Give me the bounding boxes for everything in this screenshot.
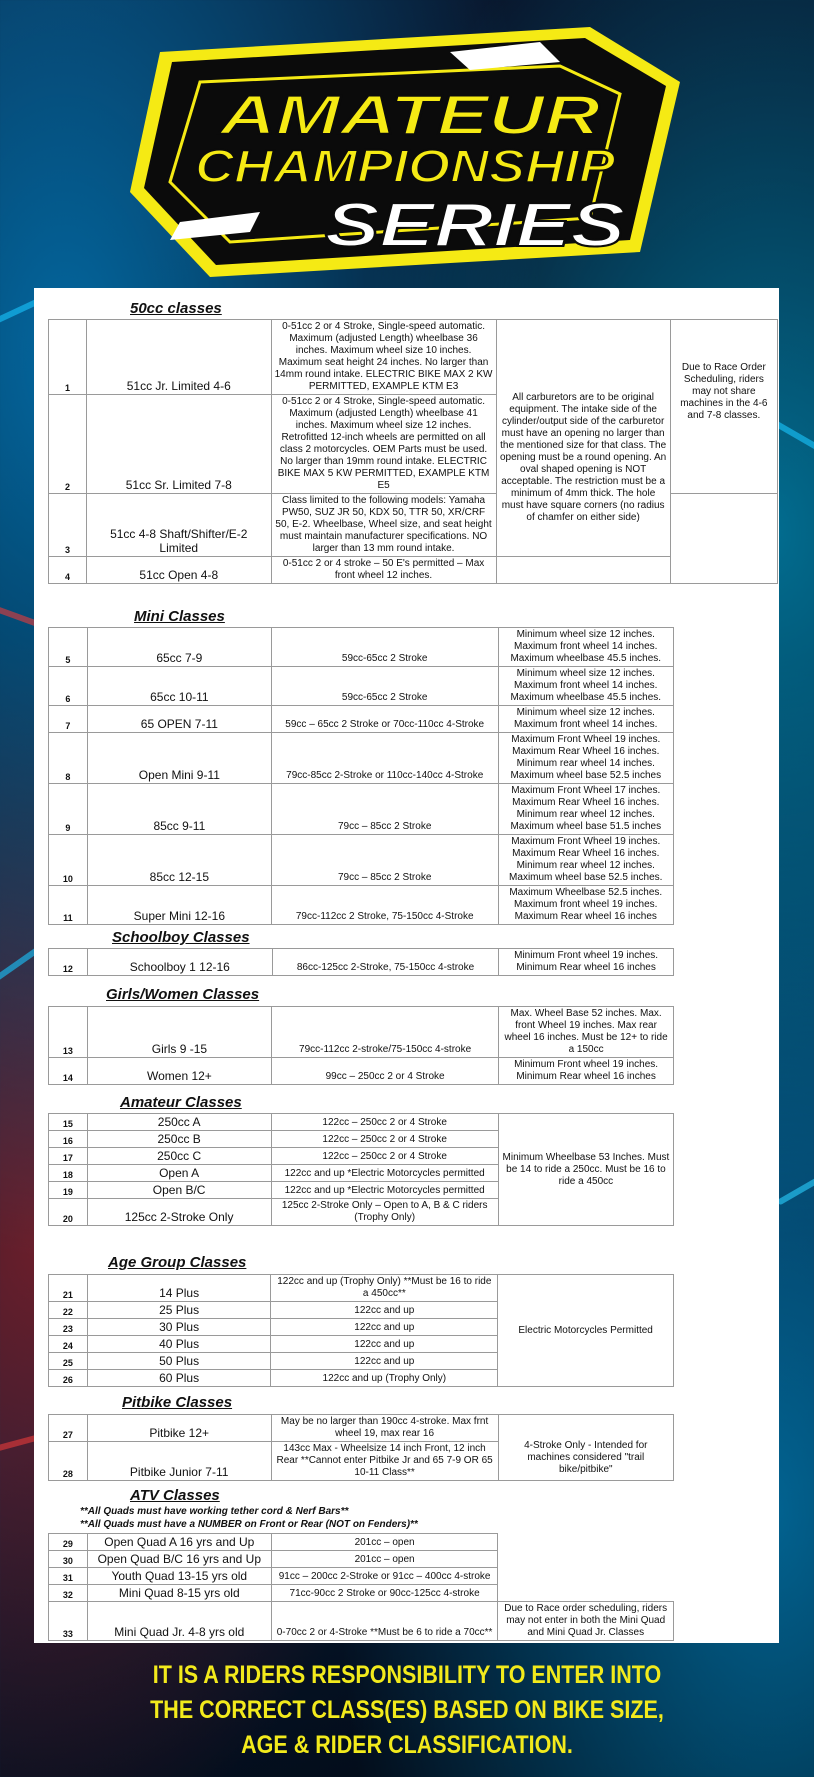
class-note: Minimum wheel size 12 inches. Maximum front wheel 14 inches. Maximum wheelbase 45.5 inches. [498,628,673,667]
class-number: 15 [49,1114,88,1131]
table-mini [48,627,674,925]
amateur-shared-note: Minimum Wheelbase 53 Inches. Must be 14 to ride a 250cc. Must be 16 to ride a 450cc [498,1114,673,1226]
table-row [49,557,778,584]
class-spec: 59cc-65cc 2 Stroke [271,667,498,706]
class-spec: 79cc – 85cc 2 Stroke [271,784,498,835]
class-number: 31 [49,1568,88,1585]
class-name: 65 OPEN 7-11 [87,706,271,733]
class-number: 10 [49,835,88,886]
class-number: 29 [49,1534,88,1551]
class-number: 23 [49,1319,88,1336]
class-number: 24 [49,1336,88,1353]
class-spec: 122cc and up [271,1336,498,1353]
class-number: 25 [49,1353,88,1370]
section-title-girls: Girls/Women Classes [106,986,260,1003]
class-name: 40 Plus [87,1336,271,1353]
logo-line-1: AMATEUR [217,83,601,146]
atv-requirement-note: **All Quads must have a NUMBER on Front or Rear (NOT on Fenders)** [80,1519,418,1530]
class-number: 22 [49,1302,88,1319]
class-number: 1 [49,320,87,395]
class-name: 51cc Sr. Limited 7-8 [86,395,271,494]
class-name: 250cc B [87,1131,271,1148]
table-row [49,784,674,835]
table-row [49,706,674,733]
class-name: Pitbike Junior 7-11 [87,1442,271,1481]
class-name: Super Mini 12-16 [87,886,271,925]
logo-line-2: CHAMPIONSHIP [195,140,616,192]
class-spec: Class limited to the following models: Yamaha PW50, SUZ JR 50, KDX 50, TTR 50, XR/CRF 50, E-2. Wheelbase, Wheel size, and seat height must maintain manufacturer specifications. NO larger than 13 mm round intake. [271,494,496,557]
class-number: 30 [49,1551,88,1568]
class-name: Girls 9 -15 [87,1007,271,1058]
section-title-mini: Mini Classes [134,608,225,625]
class-spec: 79cc-85cc 2-Stroke or 110cc-140cc 4-Stroke [271,733,498,784]
class-name: 25 Plus [87,1302,271,1319]
class-name: Open Quad A 16 yrs and Up [87,1534,271,1551]
class-spec: 122cc and up [271,1319,498,1336]
class-number: 17 [49,1148,88,1165]
class-number: 19 [49,1182,88,1199]
table-row [49,1114,674,1131]
class-name: Women 12+ [87,1058,271,1085]
table-row [49,667,674,706]
class-name: 85cc 9-11 [87,784,271,835]
class-number: 32 [49,1585,88,1602]
class-name: Open A [87,1165,271,1182]
class-name: 51cc 4-8 Shaft/Shifter/E-2 Limited [86,494,271,557]
table-row [49,628,674,667]
class-spec: 79cc-112cc 2-stroke/75-150cc 4-stroke [272,1007,499,1058]
class-number: 11 [49,886,88,925]
table-pitbike [48,1414,674,1481]
class-sheet [34,288,779,1643]
logo-line-3: SERIES [325,191,625,260]
class-name: 65cc 7-9 [87,628,271,667]
class-name: 65cc 10-11 [87,667,271,706]
class-number: 21 [49,1275,88,1302]
class-number: 13 [49,1007,88,1058]
class-number: 14 [49,1058,88,1085]
table-row [49,1007,674,1058]
class-spec: 122cc and up (Trophy Only) **Must be 16 to ride a 450cc** [271,1275,498,1302]
atv-requirement-note: **All Quads must have working tether cord & Nerf Bars** [80,1506,349,1517]
table-row [49,1058,674,1085]
class-note: Maximum Front Wheel 19 inches. Maximum Rear Wheel 16 inches. Minimum rear wheel 12 inches. Maximum wheel base 52.5 inches. [498,835,673,886]
class-name: Mini Quad 8-15 yrs old [87,1585,271,1602]
section-title-pitbike: Pitbike Classes [122,1394,233,1411]
class-spec: 0-51cc 2 or 4 stroke – 50 E's permitted – Max front wheel 12 inches. [271,557,496,584]
class-number: 4 [49,557,87,584]
table-row [49,1602,674,1641]
section-title-age: Age Group Classes [108,1254,247,1271]
class-spec: 125cc 2-Stroke Only – Open to A, B & C riders (Trophy Only) [271,1199,498,1226]
class-spec: 122cc – 250cc 2 or 4 Stroke [271,1148,498,1165]
class-number: 8 [49,733,88,784]
class-spec: 143cc Max - Wheelsize 14 inch Front, 12 inch Rear **Cannot enter Pitbike Jr and 65 7-9 OR 65 10-11 Class** [271,1442,498,1481]
class-spec: 86cc-125cc 2-Stroke, 75-150cc 4-stroke [272,949,498,976]
class-spec: 201cc – open [271,1534,498,1551]
class-spec: 201cc – open [271,1551,498,1568]
class-note: Minimum wheel size 12 inches. Maximum front wheel 14 inches. [498,706,673,733]
class-name: Schoolboy 1 12-16 [87,949,272,976]
table-row [49,1275,674,1302]
class-name: Youth Quad 13-15 yrs old [87,1568,271,1585]
scheduling-note: Due to Race Order Scheduling, riders may not share machines in the 4-6 and 7-8 classes. [670,320,777,494]
class-name: Open B/C [87,1182,271,1199]
class-note: Maximum Front Wheel 17 inches. Maximum Rear Wheel 16 inches. Minimum rear wheel 12 inches. Maximum wheel base 51.5 inches [498,784,673,835]
class-name: 14 Plus [87,1275,271,1302]
class-spec: 0-51cc 2 or 4 Stroke, Single-speed automatic. Maximum (adjusted Length) wheelbase 36 inches. Maximum wheel size 10 inches. Maximum seat height 24 inches. No larger than 14mm round intake. ELECTRIC BIKE MAX 2 KW PERMITTED, EXAMPLE KTM E3 [271,320,496,395]
class-name: 125cc 2-Stroke Only [87,1199,271,1226]
table-row [49,1534,674,1551]
class-number: 33 [49,1602,88,1641]
table-50cc [48,319,778,584]
class-name: 250cc A [87,1114,271,1131]
class-number: 16 [49,1131,88,1148]
class-spec: 59cc – 65cc 2 Stroke or 70cc-110cc 4-Stroke [271,706,498,733]
table-amateur [48,1113,674,1226]
section-title-schoolboy: Schoolboy Classes [112,929,250,946]
table-schoolboy [48,948,674,976]
class-spec: 122cc – 250cc 2 or 4 Stroke [271,1131,498,1148]
class-number: 28 [49,1442,88,1481]
footer-line: THE CORRECT CLASS(ES) BASED ON BIKE SIZE, [150,1696,664,1724]
table-row [49,733,674,784]
class-name: 51cc Jr. Limited 4-6 [86,320,271,395]
table-age [48,1274,674,1387]
atv-shared-note: Due to Race order scheduling, riders may not enter in both the Mini Quad and Mini Quad Jr. Classes [498,1602,674,1641]
series-logo [120,22,700,284]
rider-responsibility-footer [57,1658,757,1763]
class-spec: 59cc-65cc 2 Stroke [271,628,498,667]
background-streak [777,1170,814,1205]
table-row [49,1415,674,1442]
class-spec: 122cc and up [271,1353,498,1370]
section-title-50cc: 50cc classes [130,300,222,317]
class-spec: 99cc – 250cc 2 or 4 Stroke [272,1058,499,1085]
class-spec: 0-51cc 2 or 4 Stroke, Single-speed automatic. Maximum (adjusted Length) wheelbase 41 inches. Maximum wheel size 12 inches. Retrofitted 12-inch wheels are permitted on all class 2 motorcycles. OEM Parts must be used. No larger than 19mm round intake. ELECTRIC BIKE MAX 5 KW PERMITTED, EXAMPLE KTM E5 [271,395,496,494]
table-atv [48,1533,674,1641]
class-name: 250cc C [87,1148,271,1165]
class-number: 27 [49,1415,88,1442]
table-row [49,886,674,925]
table-girls [48,1006,674,1085]
class-number: 18 [49,1165,88,1182]
class-note: Minimum Front wheel 19 inches. Minimum Rear wheel 16 inches [499,949,674,976]
section-title-atv: ATV Classes [130,1487,220,1504]
class-spec: 122cc and up [271,1302,498,1319]
class-note: Max. Wheel Base 52 inches. Max. front Wheel 19 inches. Max rear wheel 16 inches. Must be 12+ to ride a 150cc [499,1007,674,1058]
class-name: 30 Plus [87,1319,271,1336]
class-number: 20 [49,1199,88,1226]
footer-line: IT IS A RIDERS RESPONSIBILITY TO ENTER INTO [152,1661,662,1689]
class-note: Maximum Front Wheel 19 inches. Maximum Rear Wheel 16 inches. Minimum rear wheel 14 inches. Maximum wheel base 52.5 inches [498,733,673,784]
class-name: Mini Quad Jr. 4-8 yrs old [87,1602,271,1641]
class-spec: 122cc and up *Electric Motorcycles permitted [271,1165,498,1182]
table-row [49,949,674,976]
age-shared-note: Electric Motorcycles Permitted [498,1275,674,1387]
class-spec: 0-70cc 2 or 4-Stroke **Must be 6 to ride a 70cc** [271,1602,498,1641]
class-number: 2 [49,395,87,494]
carburetor-note: All carburetors are to be original equipment. The intake side of the cylinder/output side of the carburetor must have an opening no larger than the mentioned size for that class. The opening must be a round opening. An oval shaped opening is NOT acceptable. The restriction must be a minimum of 4mm thick. The hole must have square corners (no radius of chamfer on either side) [496,320,670,557]
pitbike-shared-note: 4-Stroke Only - Intended for machines considered "trail bike/pitbike" [498,1415,673,1481]
class-name: 50 Plus [87,1353,271,1370]
class-name: 51cc Open 4-8 [86,557,271,584]
class-spec: May be no larger than 190cc 4-stroke. Max frnt wheel 19, max rear 16 [271,1415,498,1442]
class-note: Minimum wheel size 12 inches. Maximum front wheel 14 inches. Maximum wheelbase 45.5 inches. [498,667,673,706]
class-number: 26 [49,1370,88,1387]
background-streak [774,420,814,455]
class-number: 7 [49,706,88,733]
class-note: Minimum Front wheel 19 inches. Minimum Rear wheel 16 inches [499,1058,674,1085]
class-number: 12 [49,949,88,976]
class-spec: 122cc and up *Electric Motorcycles permitted [271,1182,498,1199]
class-spec: 122cc – 250cc 2 or 4 Stroke [271,1114,498,1131]
class-number: 9 [49,784,88,835]
class-name: 85cc 12-15 [87,835,271,886]
section-title-amateur: Amateur Classes [120,1094,242,1111]
class-name: Open Quad B/C 16 yrs and Up [87,1551,271,1568]
class-spec: 79cc – 85cc 2 Stroke [271,835,498,886]
table-row [49,835,674,886]
class-name: Open Mini 9-11 [87,733,271,784]
footer-line: AGE & RIDER CLASSIFICATION. [241,1731,573,1759]
class-spec: 79cc-112cc 2 Stroke, 75-150cc 4-Stroke [271,886,498,925]
class-number: 5 [49,628,88,667]
class-note: Maximum Wheelbase 52.5 inches. Maximum front wheel 19 inches. Maximum Rear wheel 16 inches [498,886,673,925]
class-number: 6 [49,667,88,706]
class-spec: 91cc – 200cc 2-Stroke or 91cc – 400cc 4-stroke [271,1568,498,1585]
class-number: 3 [49,494,87,557]
class-name: 60 Plus [87,1370,271,1387]
class-spec: 122cc and up (Trophy Only) [271,1370,498,1387]
class-spec: 71cc-90cc 2 Stroke or 90cc-125cc 4-stroke [271,1585,498,1602]
table-row [49,320,778,395]
class-name: Pitbike 12+ [87,1415,271,1442]
